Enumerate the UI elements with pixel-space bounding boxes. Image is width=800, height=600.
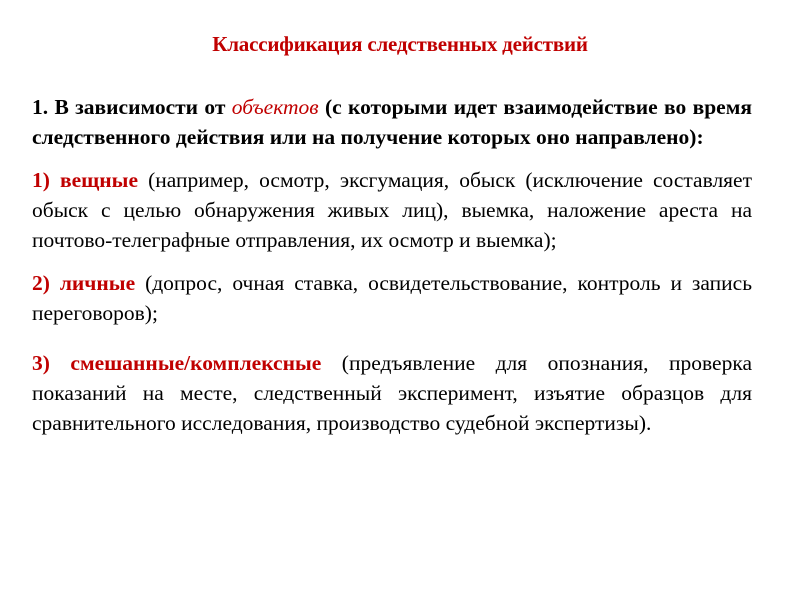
intro-suffix: (с которыми идет взаимодействие во время следственного действия или на получение которых оно направлено): [32, 95, 752, 149]
intro-prefix: 1. В зависимости от [32, 95, 232, 119]
list-item [32, 165, 752, 255]
item-label: 1) вещные [32, 168, 139, 192]
slide-title: Классификация следственных действий [212, 32, 588, 56]
list-item [32, 268, 752, 328]
item-text: (допрос, очная ставка, освидетельствование, контроль и запись переговоров); [32, 271, 752, 325]
item-label: 3) смешанные/комплексные [32, 351, 322, 375]
slide-content [32, 92, 752, 438]
item-label: 2) личные [32, 271, 136, 295]
item-text: (например, осмотр, эксгумация, обыск (исключение составляет обыск с целью обнаружения живых лиц), выемка, наложение ареста на почтово-телеграфные отправления, их осмотр и выемка); [32, 168, 752, 252]
intro-highlight: объектов [231, 95, 319, 119]
intro-paragraph [32, 92, 752, 152]
list-item [32, 348, 752, 438]
item-text: (предъявление для опознания, проверка показаний на месте, следственный эксперимент, изъятие образцов для сравнительного исследования, производство судебной экспертизы). [32, 351, 752, 435]
